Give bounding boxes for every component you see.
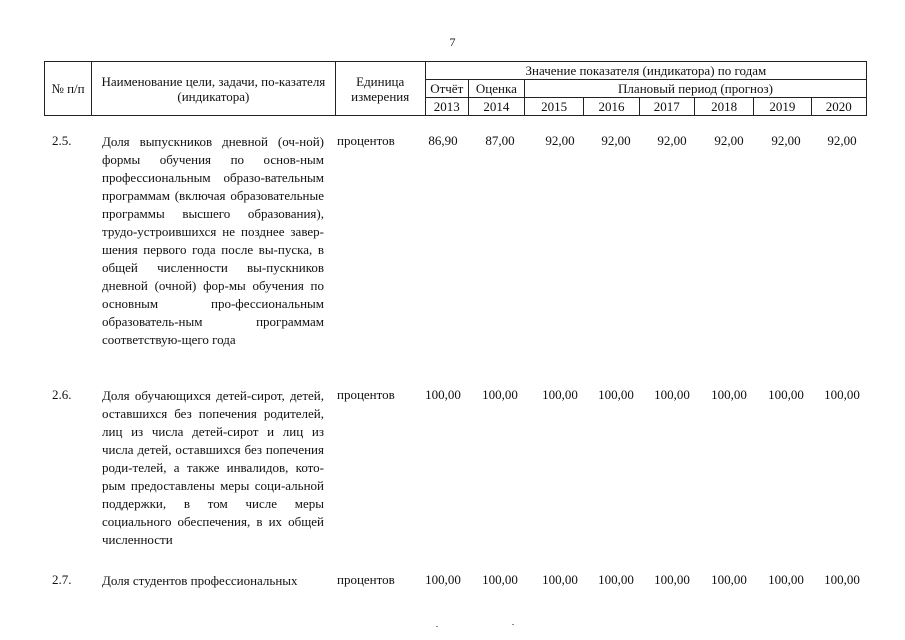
indicator-table-header	[44, 61, 867, 116]
header-year-2014: 2014	[468, 98, 524, 116]
row-number: 2.7.	[52, 572, 72, 587]
value-2017: 92,00	[657, 133, 687, 148]
header-year-2015: 2015	[525, 98, 584, 116]
page-number: 7	[449, 35, 456, 49]
value-2015: 92,00	[545, 133, 575, 148]
header-values-title: Значение показателя (индикатора) по годам	[425, 62, 866, 80]
value-2019: 100,00	[768, 572, 804, 587]
header-plan-label: Плановый период (прогноз)	[525, 80, 867, 98]
value-2018: 100,00	[711, 572, 747, 587]
header-year-2019: 2019	[754, 98, 811, 116]
indicator-name: Доля выпускников дневной (оч-ной) формы обучения по основ-ным профессиональным образо-вательным программам (включая образовательные программы высшего образования), трудо-устроившихся не позднее завер-шения первого года после вы-пуска, в общей численности вы-пускников дневной (очной) фор-мы обучения по основным про-фессиональным образователь-ным программам соответствую-щего года	[102, 134, 324, 347]
scan-speck	[512, 624, 514, 625]
header-report-label: Отчёт	[425, 80, 468, 98]
header-year-2013: 2013	[425, 98, 468, 116]
value-2018: 100,00	[711, 387, 747, 402]
value-2016: 100,00	[598, 572, 634, 587]
indicator-name: Доля обучающихся детей-сирот, детей, оставшихся без попечения родителей, лиц из числа детей-сирот и лиц из числа детей, оставшихся без попечения роди-телей, а также инвалидов, кото-рым предоставлены меры соци-альной поддержки, в том числе меры социального обеспечения, в их общей численности	[102, 388, 324, 547]
row-number: 2.6.	[52, 387, 72, 402]
value-2013: 100,00	[425, 387, 461, 402]
scan-speck	[436, 626, 438, 627]
value-2014: 87,00	[485, 133, 515, 148]
header-year-2016: 2016	[584, 98, 639, 116]
value-2019: 92,00	[771, 133, 801, 148]
indicator-name: Доля студентов профессиональных	[102, 573, 298, 588]
unit-cell: процентов	[337, 133, 395, 148]
value-2013: 86,90	[428, 133, 458, 148]
header-name: Наименование цели, задачи, по-казателя (индикатора)	[92, 62, 336, 116]
value-2020: 100,00	[824, 387, 860, 402]
value-2020: 92,00	[827, 133, 857, 148]
value-2016: 92,00	[601, 133, 631, 148]
value-2016: 100,00	[598, 387, 634, 402]
value-2017: 100,00	[654, 387, 690, 402]
row-number: 2.5.	[52, 133, 72, 148]
header-year-2020: 2020	[811, 98, 866, 116]
header-estimate-label: Оценка	[468, 80, 524, 98]
unit-cell: процентов	[337, 387, 395, 402]
value-2015: 100,00	[542, 572, 578, 587]
value-2015: 100,00	[542, 387, 578, 402]
value-2017: 100,00	[654, 572, 690, 587]
value-2013: 100,00	[425, 572, 461, 587]
value-2019: 100,00	[768, 387, 804, 402]
header-num: № п/п	[45, 62, 92, 116]
header-year-2017: 2017	[639, 98, 694, 116]
unit-cell: процентов	[337, 572, 395, 587]
value-2020: 100,00	[824, 572, 860, 587]
value-2014: 100,00	[482, 387, 518, 402]
value-2018: 92,00	[714, 133, 744, 148]
header-unit: Единица измерения	[335, 62, 425, 116]
header-year-2018: 2018	[694, 98, 753, 116]
value-2014: 100,00	[482, 572, 518, 587]
